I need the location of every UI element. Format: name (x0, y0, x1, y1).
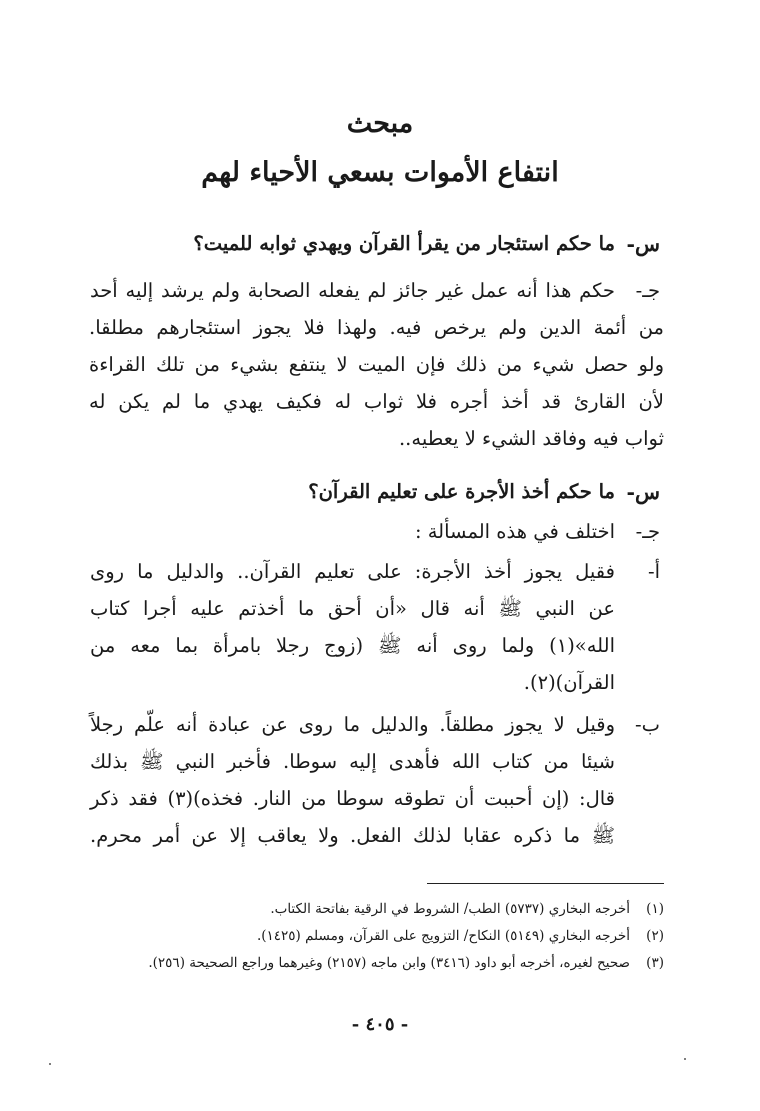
list-item-line: قال: (إن أحببت أن تطوقه سوطا من النار. فخذه)(٣) فقد ذكر (90, 787, 616, 810)
question-marker: س- (626, 480, 660, 504)
footnote-text: أخرجه البخاري (٥١٤٩) النكاح/ التزويج على القرآن، ومسلم (١٤٢٥). (256, 928, 630, 944)
footnote-number: (١) (646, 901, 664, 917)
list-item-line: الله»(١) ولما روى أنه ﷺ (زوج رجلا بامرأة بما معه من (90, 634, 615, 657)
footnote (89, 952, 664, 974)
footnote-number: (٣) (646, 955, 664, 971)
answer-marker: جـ- (635, 279, 660, 302)
footnote-divider (427, 883, 664, 884)
list-item-line: فقيل يجوز أخذ الأجرة: على تعليم القرآن.. والدليل ما روى (90, 560, 615, 583)
answer-marker: جـ- (635, 520, 660, 543)
list-item-line: شيئا من كتاب الله فأهدى إليه سوطا. فأخبر النبي ﷺ بذلك (90, 750, 615, 773)
answer-line: لأن القارئ قد أخذ أجره فلا ثواب له فكيف يهدي ما لم يكن له (89, 390, 664, 413)
page-number: - ٤٠٥ - (351, 1014, 409, 1035)
answer-intro: اختلف في هذه المسألة : (414, 520, 615, 543)
question-text: ما حكم أخذ الأجرة على تعليم القرآن؟ (308, 480, 615, 503)
answer-line: من أئمة الدين ولم يرخص فيه. ولهذا فلا يجوز استئجارهم مطلقا. (89, 316, 664, 339)
list-item-marker: أ- (647, 560, 660, 583)
footnote-number: (٢) (646, 928, 664, 944)
answer-line: ثواب فيه وفاقد الشيء لا يعطيه.. (398, 427, 664, 450)
answer-line: ولو حصل شيء من ذلك فإن الميت لا ينتفع بشيء من تلك القراءة (89, 353, 664, 376)
footnote-text: صحيح لغيره، أخرجه أبو داود (٣٤١٦) وابن ماجه (٢١٥٧) وغيرهما وراجع الصحيحة (٢٥٦). (148, 955, 630, 971)
list-item-line: ﷺ ما ذكره عقابا لذلك الفعل. ولا يعاقب إلا عن أمر محرم. (90, 824, 615, 847)
scan-speck (684, 1058, 686, 1060)
footnote (89, 925, 664, 947)
question-text: ما حكم استئجار من يقرأ القرآن ويهدي ثوابه للميت؟ (193, 232, 615, 255)
answer-line: حكم هذا أنه عمل غير جائز لم يفعله الصحابة ولم يرشد إليه أحد (90, 279, 615, 302)
section-title: مبحث (346, 108, 414, 139)
list-item-line: القرآن)(٢). (523, 671, 615, 694)
footnote-text: أخرجه البخاري (٥٧٣٧) الطب/ الشروط في الرقية بفاتحة الكتاب. (270, 901, 630, 917)
scan-speck (49, 1063, 51, 1065)
list-item-marker: ب- (635, 713, 660, 736)
footnote (89, 898, 664, 920)
section-subtitle: انتفاع الأموات بسعي الأحياء لهم (201, 157, 559, 188)
question-marker: س- (626, 232, 660, 256)
list-item-line: عن النبي ﷺ أنه قال «أن أحق ما أخذتم عليه أجرا كتاب (90, 597, 615, 620)
list-item-line: وقيل لا يجوز مطلقاً. والدليل ما روى عن عبادة أنه علّم رجلاً (90, 713, 615, 736)
